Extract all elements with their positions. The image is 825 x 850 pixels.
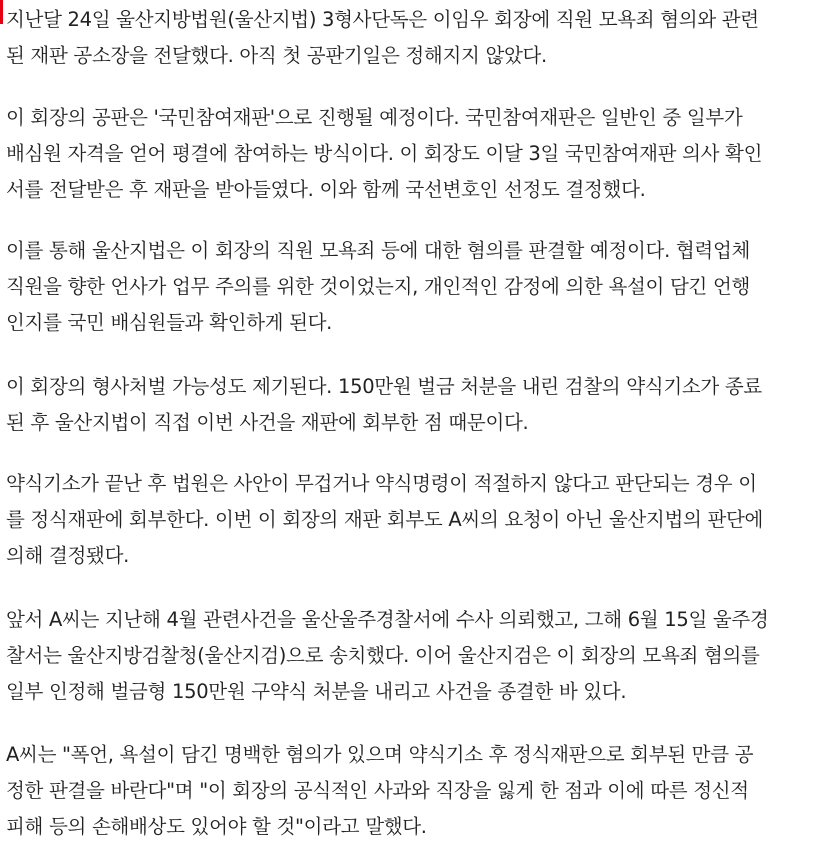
paragraph-line: 배심원 자격을 얻어 평결에 참여하는 방식이다. 이 회장도 이달 3일 국민참여재판 의사 확인 bbox=[6, 142, 763, 165]
paragraph-line: 인지를 국민 배심원들과 확인하게 된다. bbox=[6, 311, 333, 334]
paragraph-line: 앞서 A씨는 지난해 4월 관련사건을 울산울주경찰서에 수사 의뢰했고, 그해 6월 15일 울주경 bbox=[6, 608, 769, 631]
paragraph-line: 정한 판결을 바란다"며 "이 회장의 공식적인 사과와 직장을 잃게 한 점과 이에 따른 정신적 bbox=[6, 779, 749, 802]
paragraph-line: 의해 결정됐다. bbox=[6, 544, 130, 567]
paragraph-line: 이 회장의 공판은 '국민참여재판'으로 진행될 예정이다. 국민참여재판은 일반인 중 일부가 bbox=[6, 106, 743, 129]
paragraph bbox=[6, 602, 769, 710]
paragraph bbox=[6, 466, 763, 574]
paragraph-line: 된 재판 공소장을 전달했다. 아직 첫 공판기일은 정해지지 않았다. bbox=[6, 44, 547, 67]
paragraph-line: 이 회장의 형사처벌 가능성도 제기된다. 150만원 벌금 처분을 내린 검찰의 약식기소가 종료 bbox=[6, 375, 762, 398]
accent-bar bbox=[0, 0, 3, 24]
paragraph-line: 피해 등의 손해배상도 있어야 할 것"이라고 말했다. bbox=[6, 815, 427, 838]
paragraph-line: 이를 통해 울산지법은 이 회장의 직원 모욕죄 등에 대한 혐의를 판결할 예정이다. 협력업체 bbox=[6, 239, 751, 262]
paragraph-line: 를 정식재판에 회부한다. 이번 이 회장의 재판 회부도 A씨의 요청이 아닌 울산지법의 판단에 bbox=[6, 508, 764, 531]
paragraph bbox=[6, 369, 762, 441]
paragraph-line: 직원을 향한 언사가 업무 주의를 위한 것이었는지, 개인적인 감정에 의한 욕설이 담긴 언행 bbox=[6, 275, 751, 298]
paragraph-line: A씨는 "폭언, 욕설이 담긴 명백한 혐의가 있으며 약식기소 후 정식재판으로 회부된 만큼 공 bbox=[6, 743, 754, 766]
paragraph bbox=[6, 2, 759, 74]
paragraph-line: 서를 전달받은 후 재판을 받아들였다. 이와 함께 국선변호인 선정도 결정했다. bbox=[6, 178, 646, 201]
paragraph bbox=[6, 233, 750, 341]
paragraph-line: 찰서는 울산지방검찰청(울산지검)으로 송치했다. 이어 울산지검은 이 회장의 모욕죄 혐의를 bbox=[6, 644, 760, 667]
paragraph-line: 약식기소가 끝난 후 법원은 사안이 무겁거나 약식명령이 적절하지 않다고 판단되는 경우 이 bbox=[6, 472, 757, 495]
paragraph-line: 지난달 24일 울산지방법원(울산지법) 3형사단독은 이임우 회장에 직원 모욕죄 혐의와 관련 bbox=[6, 8, 759, 31]
paragraph-line: 된 후 울산지법이 직접 이번 사건을 재판에 회부한 점 때문이다. bbox=[6, 411, 529, 434]
paragraph-line: 일부 인정해 벌금형 150만원 구약식 처분을 내리고 사건을 종결한 바 있다. bbox=[6, 680, 627, 703]
paragraph bbox=[6, 737, 753, 845]
paragraph bbox=[6, 100, 762, 208]
